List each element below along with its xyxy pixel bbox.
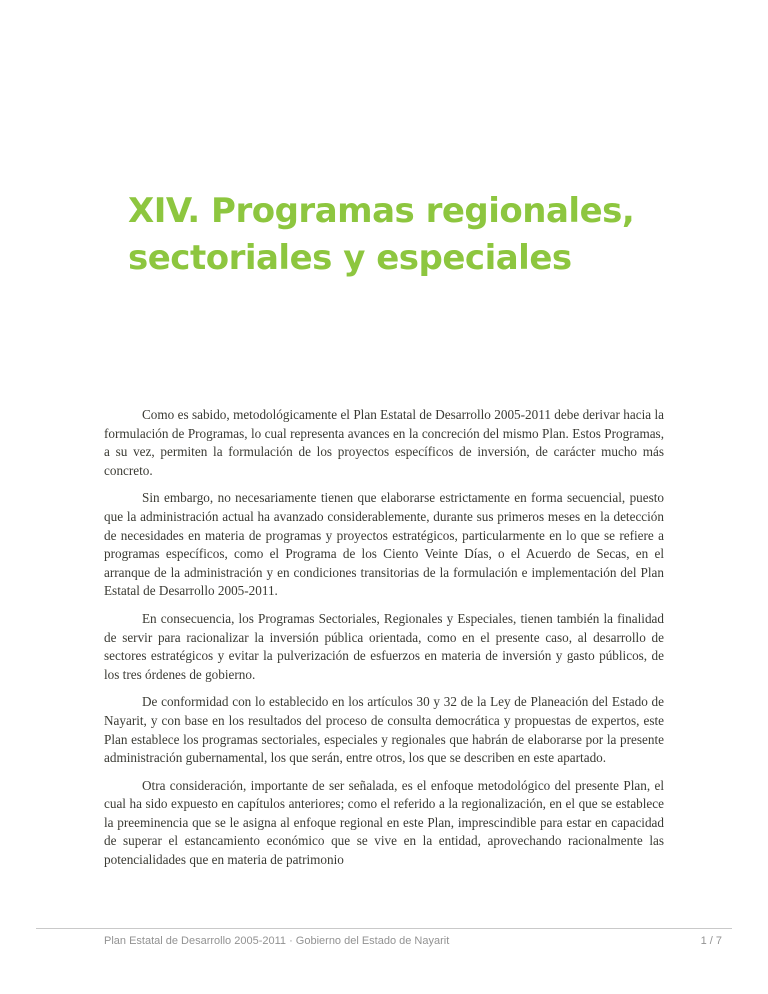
footer-row [104, 935, 722, 947]
footer-page-number: 1 / 7 [700, 935, 722, 947]
paragraph-5: Otra consideración, importante de ser señalada, es el enfoque metodológico del presente Plan, el cual ha sido expuesto en capítulos anteriores; como el referido a la regionalización, en el que se establece la preeminencia que se le asigna al enfoque regional en este Plan, imprescindible para estar en capacidad de superar el estancamiento económico que se vive en la entidad, aprovechando racionalmente las potencialidades que en materia de patrimonio [104, 777, 664, 868]
paragraph-2: Sin embargo, no necesariamente tienen que elaborarse estrictamente en forma secuencial, puesto que la administración actual ha avanzado considerablemente, durante sus primeros meses en la detección de necesidades en materia de programas y proyectos estratégicos, particularmente en lo que se refiere a programas específicos, como el Programa de los Ciento Veinte Días, o el Acuerdo de Secas, en el arranque de la administración y en condiciones transitorias de la formulación e implementación del Plan Estatal de Desarrollo 2005-2011. [104, 490, 664, 599]
page-title-line-1: XIV. Programas regionales, [128, 191, 635, 231]
paragraph-4: De conformidad con lo establecido en los artículos 30 y 32 de la Ley de Planeación del Estado de Nayarit, y con base en los resultados del proceso de consulta democrática y propuestas de expertos, este Plan establece los programas sectoriales, especiales y regionales que habrán de elaborarse por la presente administración gubernamental, los que serán, entre otros, los que se describen en este apartado. [104, 694, 664, 766]
page-title-line-2: sectoriales y especiales [128, 238, 572, 278]
document-body [104, 406, 664, 870]
footer-divider [36, 928, 732, 929]
paragraph-3: En consecuencia, los Programas Sectoriales, Regionales y Especiales, tienen también la finalidad de servir para racionalizar la inversión pública orientada, como en el presente caso, al desarrollo de sectores estratégicos y evitar la pulverización de esfuerzos en materia de inversión y gasto públicos, de los tres órdenes de gobierno. [104, 610, 664, 682]
footer-document-title: Plan Estatal de Desarrollo 2005-2011 · Gobierno del Estado de Nayarit [104, 935, 450, 947]
paragraph-1: Como es sabido, metodológicamente el Plan Estatal de Desarrollo 2005-2011 debe derivar hacia la formulación de Programas, lo cual representa avances en la concreción del mismo Plan. Estos Programas, a su vez, permiten la formulación de los proyectos específicos de inversión, de carácter mucho más concreto. [104, 407, 664, 478]
page-title [128, 188, 634, 282]
page-footer [0, 928, 768, 994]
